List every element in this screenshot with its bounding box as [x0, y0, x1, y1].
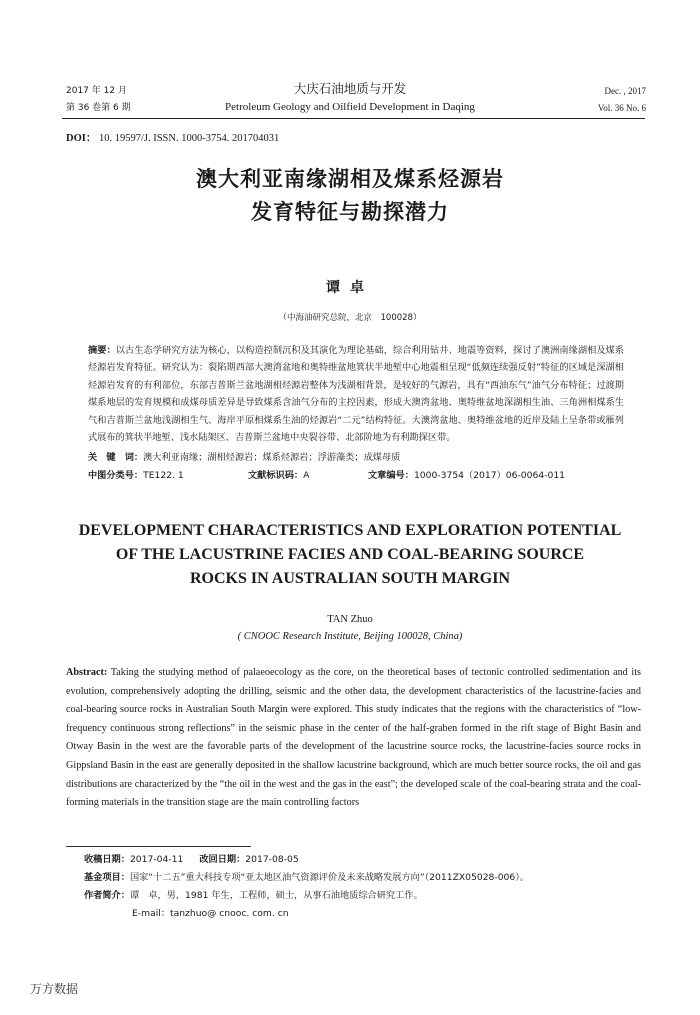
doi-line: DOI： 10. 19597/J. ISSN. 1000-3754. 201704031 [66, 133, 280, 144]
author-en: TAN Zhuo [327, 614, 373, 625]
classification-row [88, 467, 624, 481]
abstract-en [66, 664, 641, 813]
fund-text: 国家“十二五”重大科技专项“亚太地区油气资源评价及未来战略发展方向”（2011ZX05028-006）。 [129, 872, 530, 883]
header-divider [62, 118, 645, 119]
article-number: 文章编号：1000-3754（2017）06-0064-011 [368, 470, 566, 481]
clc-number: 中图分类号：TE122. 1 [88, 470, 184, 481]
footnote-divider [66, 846, 251, 847]
author-bio-text: 谭 卓，男，1981 年生，工程师，硕士，从事石油地质综合研究工作。 [129, 890, 423, 901]
journal-name-en: Petroleum Geology and Oilfield Development in Daqing [225, 101, 475, 113]
footnote-dates: 收稿日期：2017-04-11 改回日期：2017-08-05 [84, 854, 299, 865]
footnote-email: E-mail：tanzhuo@ cnooc. com. cn [132, 908, 289, 919]
affiliation-cn: （中海油研究总院，北京 100028） [278, 313, 422, 323]
title-en-line-3: ROCKS IN AUSTRALIAN SOUTH MARGIN [189, 570, 511, 587]
header-left [66, 83, 131, 117]
title-en-line-1: DEVELOPMENT CHARACTERISTICS AND EXPLORATION POTENTIAL [78, 522, 622, 539]
paper-title-en [60, 519, 640, 591]
title-cn-line-1: 澳大利亚南缘湖相及煤系烃源岩 [196, 167, 504, 191]
author-cn: 谭卓 [326, 280, 374, 296]
abstract-cn-label: 摘要： [88, 345, 116, 356]
issue-volume-cn: 第 36 卷第 6 期 [66, 103, 131, 113]
affiliation-en: ( CNOOC Research Institute, Beijing 100028, China) [237, 631, 463, 642]
watermark-text: 万方数据 [30, 982, 79, 996]
keywords-cn-label: 关 键 词： [88, 452, 144, 463]
footnote-author-bio: 作者简介：谭 卓，男，1981 年生，工程师，硕士，从事石油地质综合研究工作。 [84, 890, 423, 901]
keywords-cn-text: 澳大利亚南缘；湖相烃源岩；煤系烃源岩；浮游藻类；成煤母质 [143, 452, 401, 463]
journal-name-cn: 大庆石油地质与开发 [293, 81, 407, 96]
title-cn-line-2: 发育特征与勘探潜力 [251, 200, 449, 224]
header-center [190, 80, 510, 116]
header-right [598, 83, 646, 117]
doi-value: 10. 19597/J. ISSN. 1000-3754. 201704031 [98, 133, 280, 144]
keywords-cn [88, 449, 624, 463]
footnote-fund: 基金项目：国家“十二五”重大科技专项“亚太地区油气资源评价及未来战略发展方向”（2011ZX05028-006）。 [84, 872, 530, 883]
issue-date-en: Dec. , 2017 [604, 86, 646, 96]
document-code: 文献标识码：A [248, 470, 310, 481]
doi-label: DOI [66, 133, 86, 144]
received-date: 2017-04-11 [129, 854, 184, 865]
abstract-en-label: Abstract: [66, 667, 108, 678]
abstract-en-text: Taking the studying method of palaeoecology as the core, on the theoretical bases of tectonic controlled sedimentation and its evolution, comprehensively adopting the drilling, seismic and the other data, the development characteristics of the lacustrine-facies and coal-bearing source rocks in Australian South Margin were explored. This study indicates that the regions with the characteristics of “low-frequency continuous strong reflections” in the seismic phase in the center of the half-graben formed in the rift stage of Bight Basin and Otway Basin in the west are the favorable parts of the development of the lacustrine source rocks, the lacustrine-facies source rocks in Gippsland Basin in the east are generally deposited in the shallow lacustrine background, which are much better source rocks, the oil and gas distributions are characterized by the “the oil in the west and the gas in the east”; the developed scale of the coal-bearing strata and the coal-forming materials in the transition stage are the main controlling factors [66, 667, 641, 809]
issue-date-cn: 2017 年 12 月 [66, 86, 127, 96]
abstract-cn-text: 以古生态学研究方法为核心，以构造控制沉积及其演化为理论基础，综合利用钻井、地震等资料，探讨了澳洲南缘湖相及煤系烃源岩发育特征。研究认为：裂陷期西部大澳湾盆地和奥特维盆地箕状半地堑中心地震相呈现“低频连续强反射”特征的区域是深湖相烃源岩发育的有利部位，东部吉普斯兰盆地湖相烃源岩整体为浅湖相背景，是较好的气源岩，具有“西油东气”油气分布特征；过渡期煤系地层的发育规模和成煤母质差异是导致煤系含油气分布的主控因素，形成大澳湾盆地、奥特维盆地深湖相生油、三角洲相煤系生气和吉普斯兰盆地浅湖相生气、海岸平原相煤系生油的烃源岩“二元”结构特征。大澳湾盆地、奥特维盆地的近岸及陆上呈条带或雁列式展布的箕状半地堑、浅水陆架区、吉普斯兰盆地中央裂谷带、北部阶地为有利勘探区带。 [88, 345, 625, 444]
revised-date: 2017-08-05 [245, 854, 299, 865]
title-en-line-2: OF THE LACUSTRINE FACIES AND COAL-BEARING SOURCE [115, 546, 585, 563]
abstract-cn [88, 342, 624, 446]
paper-title-cn [60, 163, 640, 229]
issue-volume-en: Vol. 36 No. 6 [597, 103, 646, 113]
